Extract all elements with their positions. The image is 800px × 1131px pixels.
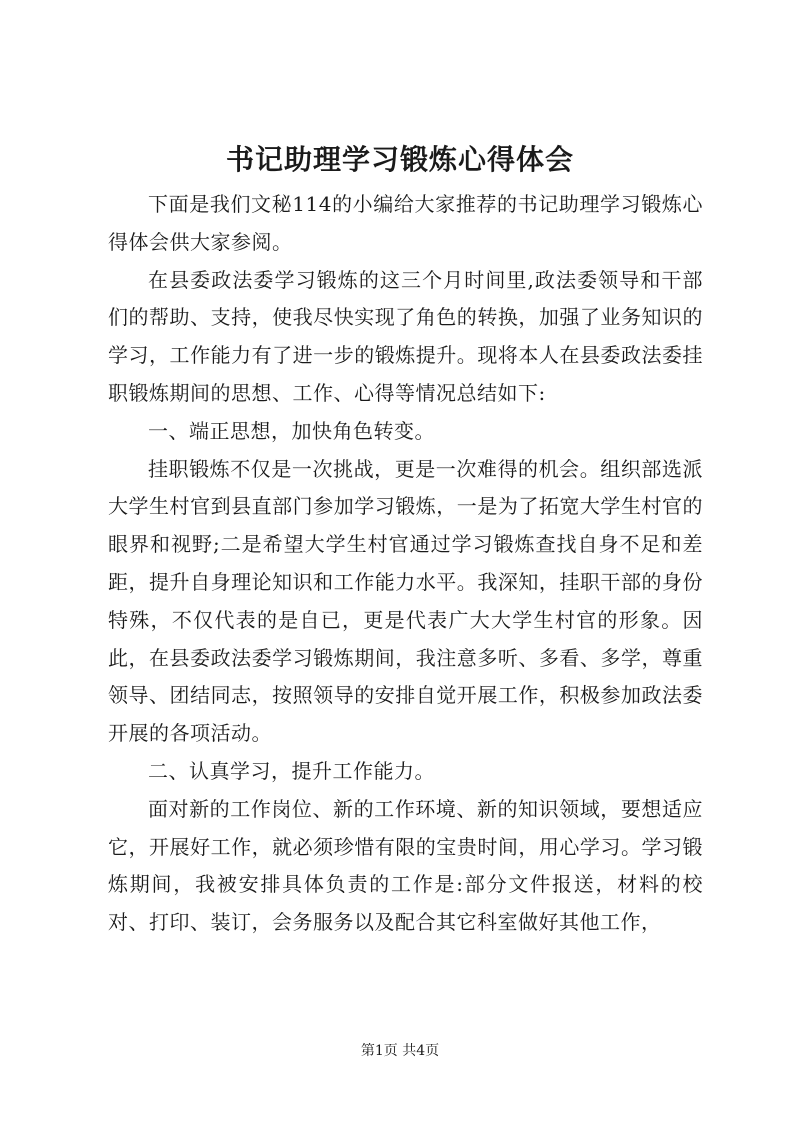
paragraph-intro: 下面是我们文秘114的小编给大家推荐的书记助理学习锻炼心得体会供大家参阅。	[108, 192, 703, 254]
section-heading-2: 二、认真学习，提升工作能力。	[148, 758, 435, 783]
paragraph-overview: 在县委政法委学习锻炼的这三个月时间里,政法委领导和干部们的帮助、支持，使我尽快实现了角色的转换，加强了业务知识的学习，工作能力有了进一步的锻炼提升。现将本人在县委政法委挂职锻炼期间的思想、工作、心得等情况总结如下:	[108, 267, 703, 405]
paragraph-section-2: 面对新的工作岗位、新的工作环境、新的知识领域，要想适应它，开展好工作，就必须珍惜有限的宝贵时间，用心学习。学习锻炼期间，我被安排具体负责的工作是:部分文件报送，材料的校对、打印、装订，会务服务以及配合其它科室做好其他工作，	[108, 796, 703, 935]
page-number-footer: 第1页 共4页	[360, 1043, 440, 1059]
paragraph-section-1: 挂职锻炼不仅是一次挑战，更是一次难得的机会。组织部选派大学生村官到县直部门参加学习锻炼，一是为了拓宽大学生村官的眼界和视野;二是希望大学生村官通过学习锻炼查找自身不足和差距，提升自身理论知识和工作能力水平。我深知，挂职干部的身份特殊，不仅代表的是自已，更是代表广大大学生村官的形象。因此，在县委政法委学习锻炼期间，我注意多听、多看、多学，尊重领导、团结同志，按照领导的安排自觉开展工作，积极参加政法委开展的各项活动。	[108, 456, 703, 746]
document-body	[108, 186, 703, 942]
section-heading-1: 一、端正思想，加快角色转变。	[148, 418, 435, 443]
document-title: 书记助理学习锻炼心得体会	[225, 143, 574, 176]
